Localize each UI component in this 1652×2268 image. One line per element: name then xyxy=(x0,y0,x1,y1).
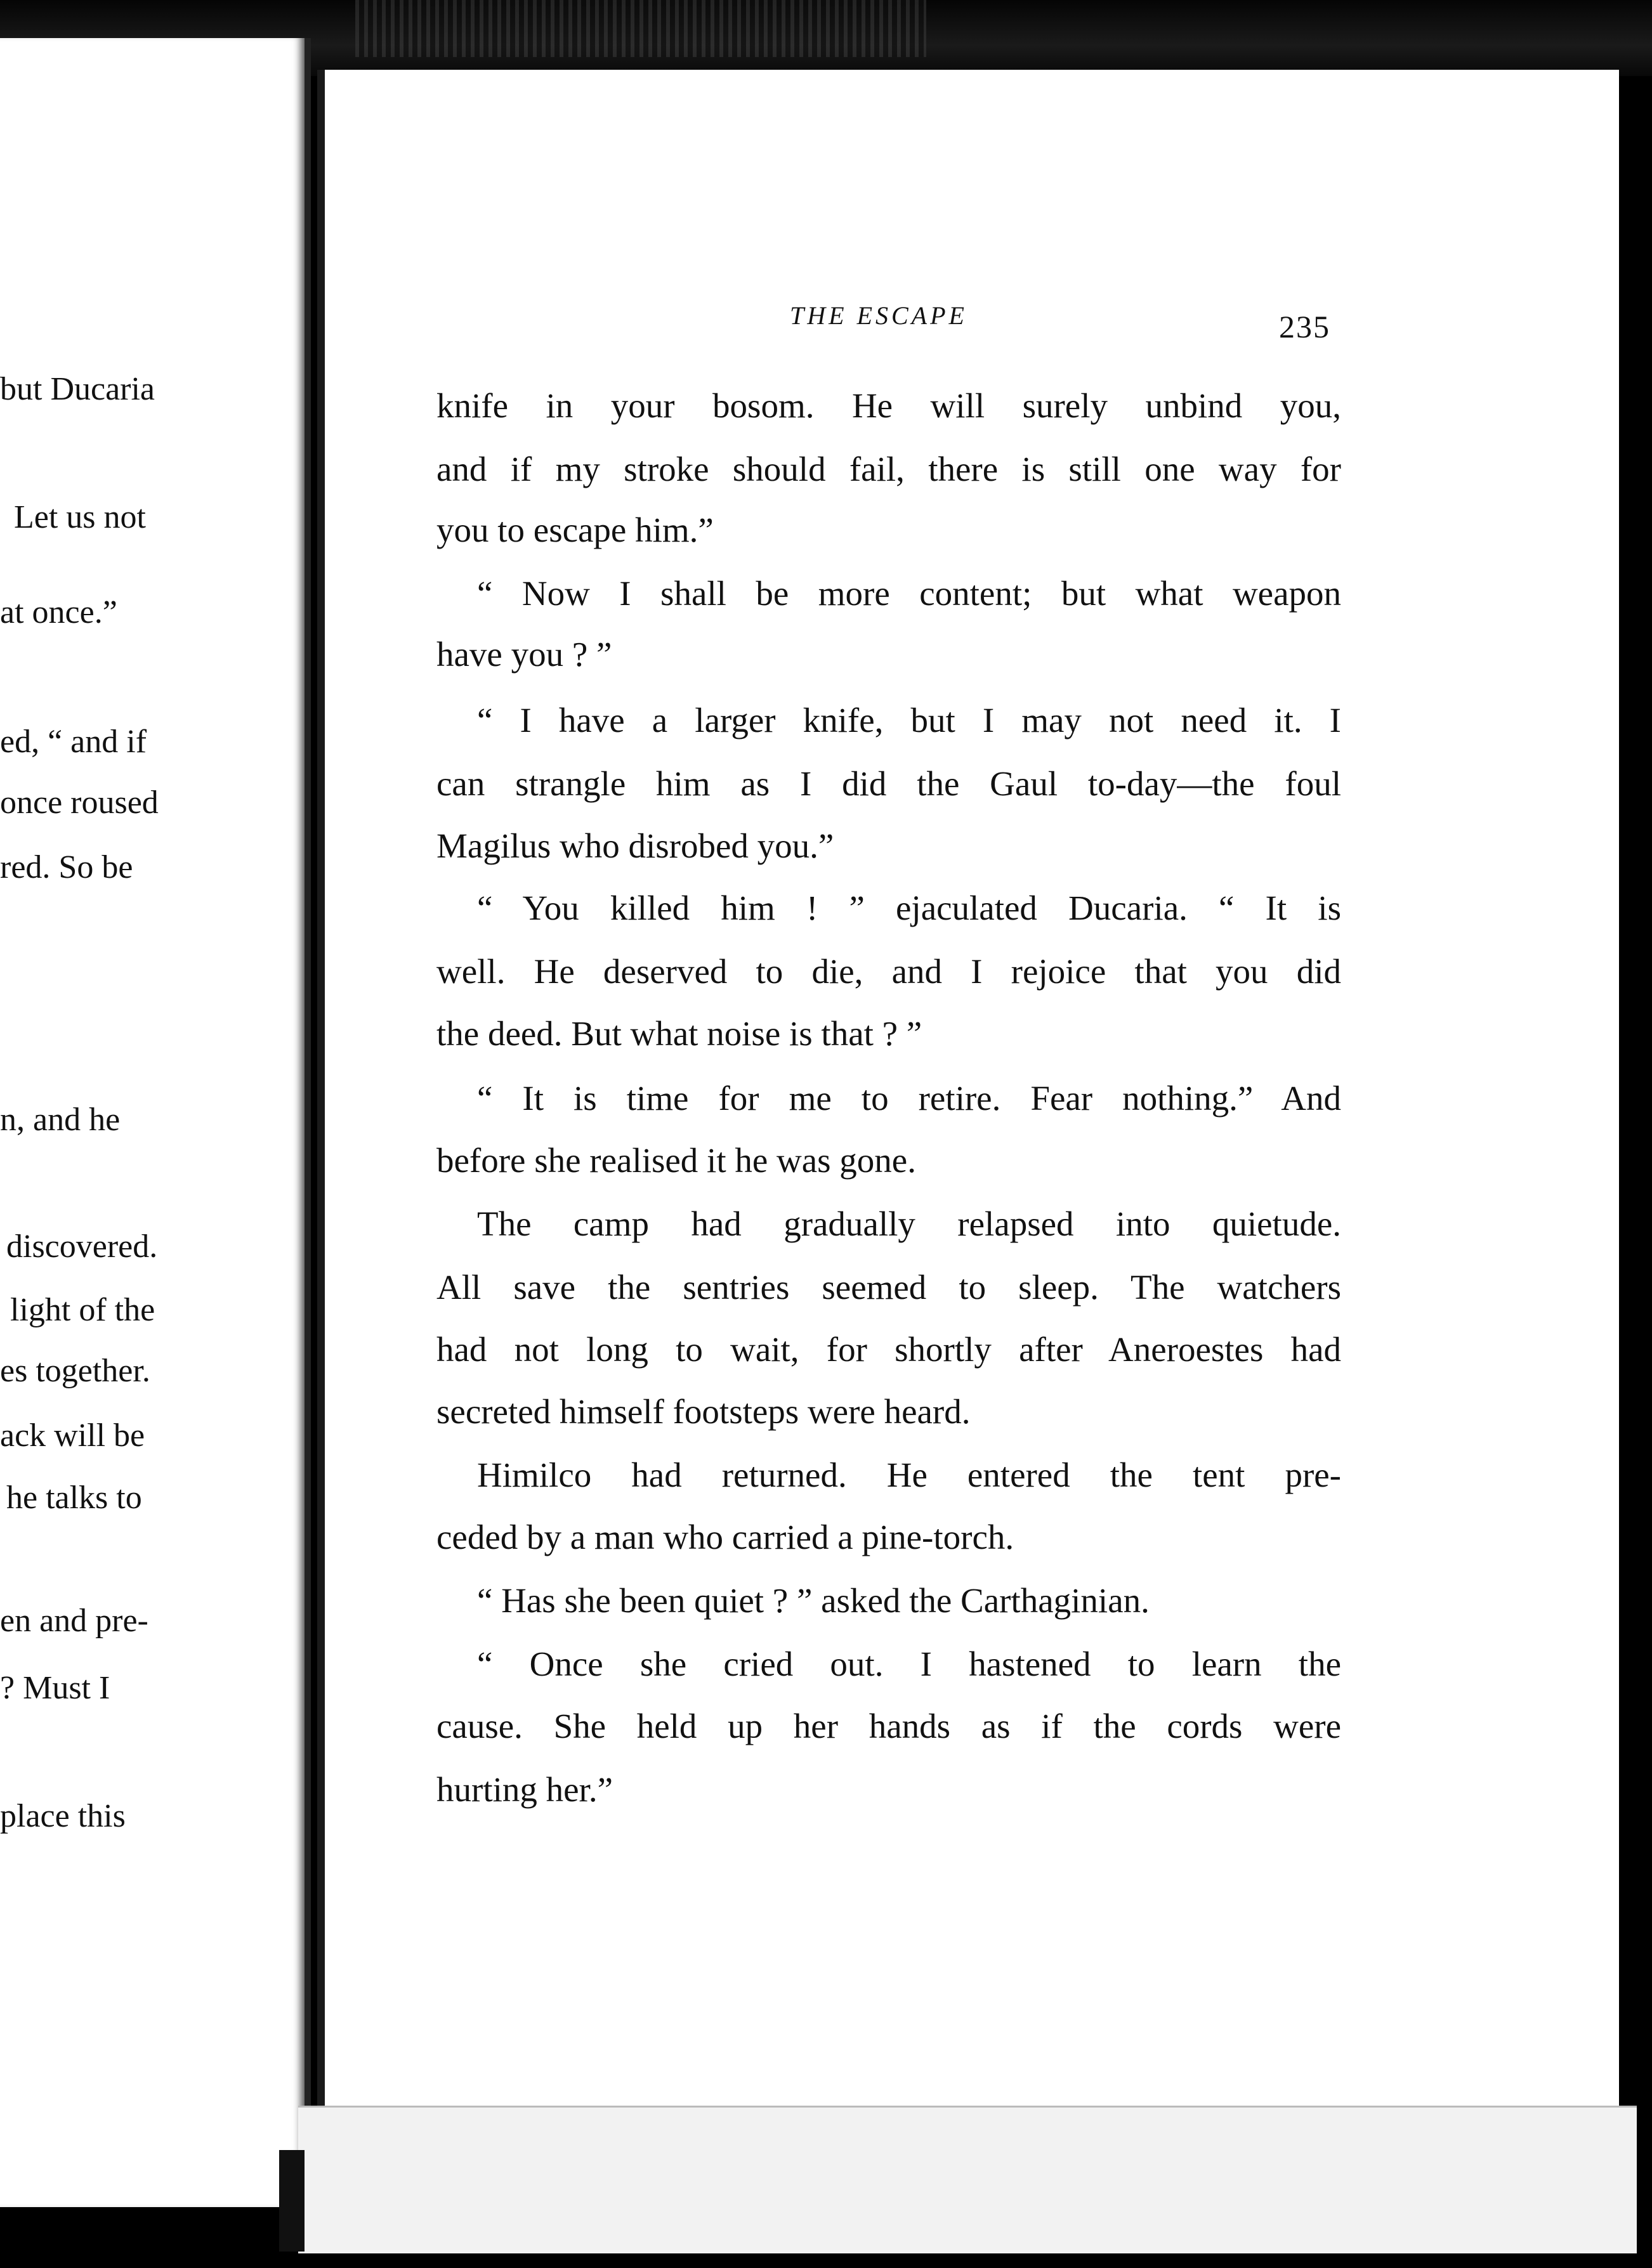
body-line: you to escape him.” xyxy=(436,511,714,549)
previous-page-line: but Ducaria xyxy=(0,371,155,407)
body-line: knife in your bosom. He will surely unbind you, xyxy=(436,386,1341,425)
previous-page-line: place this xyxy=(0,1798,126,1834)
page-number: 235 xyxy=(1279,309,1330,344)
previous-page-line: ? Must I xyxy=(0,1670,110,1706)
body-line: secreted himself footsteps were heard. xyxy=(436,1392,971,1431)
body-line: ceded by a man who carried a pine-torch. xyxy=(436,1518,1014,1556)
previous-page-line: es together. xyxy=(0,1353,150,1389)
body-line: have you ? ” xyxy=(436,635,612,674)
body-line: “ Now I shall be more content; but what weapon xyxy=(477,574,1341,613)
body-line: Magilus who disrobed you.” xyxy=(436,826,834,865)
body-line: The camp had gradually relapsed into quietude. xyxy=(477,1204,1341,1243)
previous-page xyxy=(0,38,311,2207)
current-page xyxy=(317,70,1619,2175)
previous-page-line: ack will be xyxy=(0,1418,145,1454)
body-line: and if my stroke should fail, there is still one way for xyxy=(436,450,1341,488)
body-line: “ Once she cried out. I hastened to learn the xyxy=(477,1645,1341,1683)
previous-page-line: Let us not xyxy=(14,499,146,535)
page-bottom-edge xyxy=(298,2106,1637,2253)
body-line: Himilco had returned. He entered the tent pre- xyxy=(477,1456,1341,1494)
body-line: hurting her.” xyxy=(436,1770,613,1809)
previous-page-line: en and pre- xyxy=(0,1603,148,1639)
binding-shadow xyxy=(279,2150,305,2252)
body-line: can strangle him as I did the Gaul to-day—the foul xyxy=(436,764,1341,803)
previous-page-line: discovered. xyxy=(6,1228,158,1265)
previous-page-line: light of the xyxy=(10,1292,155,1328)
body-line: cause. She held up her hands as if the cords were xyxy=(436,1707,1341,1745)
body-line: “ It is time for me to retire. Fear nothing.” And xyxy=(477,1079,1341,1118)
body-line: “ Has she been quiet ? ” asked the Carthaginian. xyxy=(477,1581,1150,1620)
body-line: the deed. But what noise is that ? ” xyxy=(436,1014,922,1053)
previous-page-line: at once.” xyxy=(0,594,117,630)
body-line: All save the sentries seemed to sleep. The watchers xyxy=(436,1268,1341,1307)
previous-page-line: ed, “ and if xyxy=(0,724,147,760)
body-line: “ I have a larger knife, but I may not need it. I xyxy=(477,701,1341,740)
body-line: before she realised it he was gone. xyxy=(436,1141,916,1180)
previous-page-line: n, and he xyxy=(0,1102,121,1138)
previous-page-line: red. So be xyxy=(0,849,133,885)
previous-page-line: he talks to xyxy=(6,1480,142,1516)
body-line: had not long to wait, for shortly after Aneroestes had xyxy=(436,1330,1341,1369)
running-title: THE ESCAPE xyxy=(790,301,967,330)
body-line: “ You killed him ! ” ejaculated Ducaria. “ It is xyxy=(477,889,1341,927)
previous-page-line: once roused xyxy=(0,785,159,821)
body-line: well. He deserved to die, and I rejoice that you did xyxy=(436,952,1341,991)
